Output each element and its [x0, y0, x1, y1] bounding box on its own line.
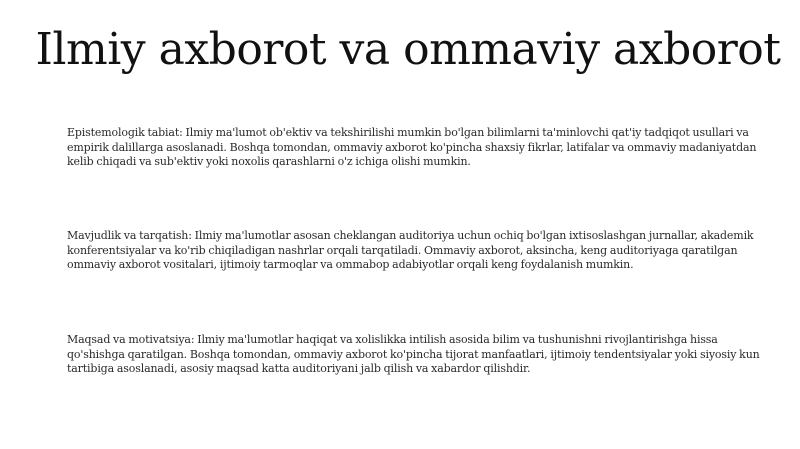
paragraph-availability-distribution: Mavjudlik va tarqatish: Ilmiy ma'lumotlar asosan cheklangan auditoriya uchun ochiq bo'lgan ixtisoslashgan jurnallar, akademik konferentsiyalar va ko'rib chiqiladigan nashrlar orqali tarqatiladi. Ommaviy axborot, aksincha, keng auditoriyaga qaratilgan ommaviy axborot vositalari, ijtimoiy tarmoqlar va ommabop adabiyotlar orqali keng foydalanish mumkin.: [67, 229, 754, 271]
paragraph-epistemological-nature: Epistemologik tabiat: Ilmiy ma'lumot ob'ektiv va tekshirilishi mumkin bo'lgan bilimlarni ta'minlovchi qat'iy tadqiqot usullari va empirik dalillarga asoslanadi. Boshqa tomondan, ommaviy axborot ko'pincha shaxsiy fikrlar, latifalar va ommaviy madaniyatdan kelib chiqadi va sub'ektiv yoki noxolis qarashlarni o'z ichiga olishi mumkin.: [67, 126, 757, 168]
slide-title: Ilmiy axborot va ommaviy axborot: [35, 24, 781, 75]
paragraph-purpose-motivation: Maqsad va motivatsiya: Ilmiy ma'lumotlar haqiqat va xolislikka intilish asosida bilim va tushunishni rivojlantirishga hissa qo'shishga qaratilgan. Boshqa tomondan, ommaviy axborot ko'pincha tijorat manfaatlari, ijtimoiy tendentsiyalar yoki siyosiy kun tartibiga asoslanadi, asosiy maqsad katta auditoriyani jalb qilish va xabardor qilishdir.: [67, 333, 760, 375]
